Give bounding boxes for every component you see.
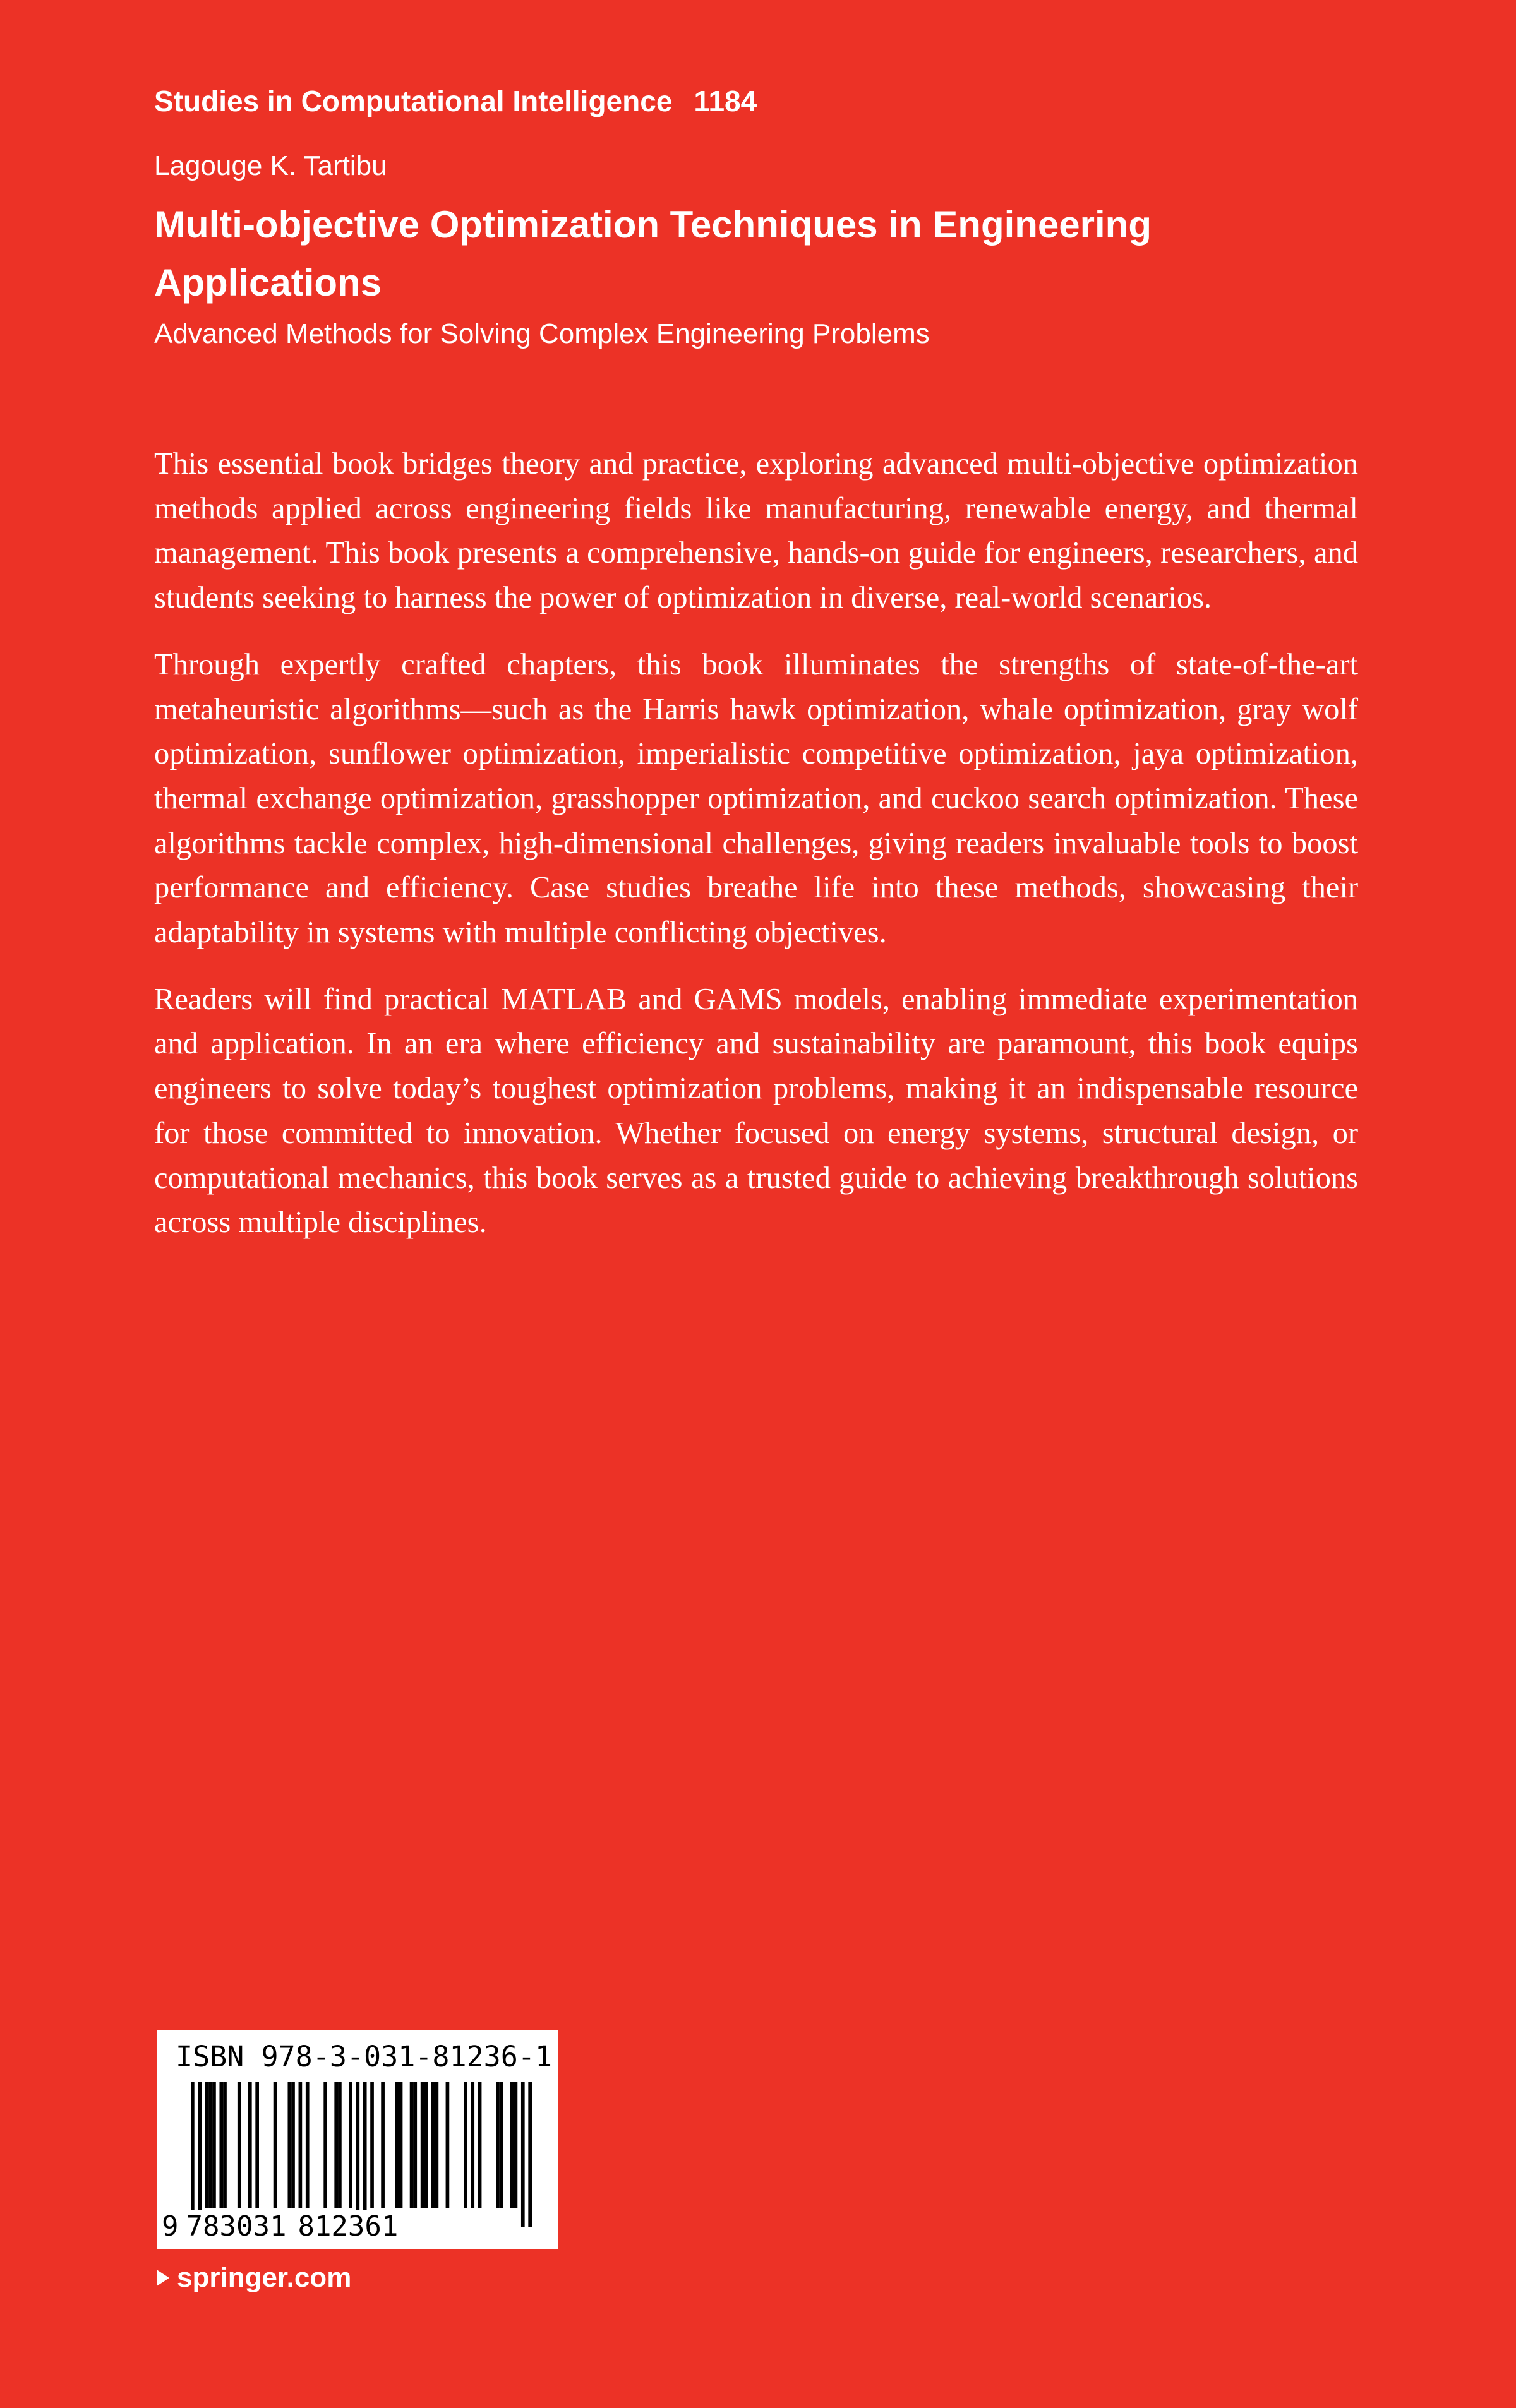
- blurb-paragraph: This essential book bridges theory and practice, exploring advanced multi-objective optimization methods applied across engineering fields like manufacturing, renewable energy, and thermal management. This book presents a comprehensive, hands-on guide for engineers, researchers, and students seeking to harness the power of optimization in diverse, real-world scenarios.: [154, 447, 1358, 615]
- barcode-bar: [471, 2082, 474, 2208]
- author-name: Lagouge K. Tartibu: [154, 150, 387, 181]
- isbn-label: ISBN 978-3-031-81236-1: [176, 2040, 553, 2073]
- series-name: Studies in Computational Intelligence: [154, 85, 673, 117]
- barcode-digit-group: 783031: [186, 2210, 287, 2243]
- barcode-bar: [248, 2082, 252, 2208]
- barcode-bar: [255, 2082, 259, 2208]
- barcode-digits: [162, 2210, 399, 2243]
- barcode-bar: [338, 2082, 342, 2208]
- series-volume: 1184: [694, 85, 757, 117]
- barcode-bar: [198, 2082, 202, 2227]
- barcode-bar: [306, 2082, 310, 2208]
- blurb: [154, 442, 1358, 1267]
- barcode-bar: [528, 2082, 532, 2227]
- barcode-bar: [500, 2082, 503, 2208]
- blurb-paragraph: Through expertly crafted chapters, this book illuminates the strengths of state-of-the-art metaheuristic algorithms—such as the Harris hawk optimization, whale optimization, gray wolf optimization, sunflower optimization, imperialistic competitive optimization, jaya optimization, thermal exchange optimization, grasshopper optimization, and cuckoo search optimization. These algorithms tackle complex, high-dimensional challenges, giving readers invaluable tools to boost performance and efficiency. Case studies breathe life into these methods, showcasing their adaptability in systems with multiple conflicting objectives.: [154, 647, 1358, 950]
- barcode-bar: [496, 2082, 500, 2208]
- triangle-right-icon: [157, 2270, 169, 2286]
- barcode-bar: [208, 2082, 212, 2208]
- barcode-digit-group: 812361: [298, 2210, 399, 2243]
- isbn-barcode: [157, 2030, 558, 2249]
- barcode-bar: [435, 2082, 439, 2208]
- barcode-bar: [274, 2082, 277, 2208]
- publisher-link[interactable]: [157, 2261, 351, 2295]
- barcode-bar: [356, 2082, 359, 2227]
- barcode-bar: [191, 2082, 195, 2227]
- barcode-bar: [287, 2082, 291, 2208]
- barcode-bar: [205, 2082, 209, 2208]
- barcode-digit-first: 9: [162, 2210, 179, 2243]
- barcode-bars: [191, 2082, 532, 2227]
- blurb-paragraph: Readers will find practical MATLAB and GAMS models, enabling immediate experimentation and application. In an era where efficiency and sustainability are paramount, this book equips engineers to solve today’s toughest optimization problems, making it an indispensable resource for those committed to innovation. Whether focused on energy systems, structural design, or computational mechanics, this book serves as a trusted guide to achieving breakthrough solutions across multiple disciplines.: [154, 982, 1358, 1240]
- barcode-bar: [510, 2082, 514, 2208]
- barcode-bar: [299, 2082, 303, 2208]
- barcode-bar: [446, 2082, 450, 2208]
- barcode-bar: [381, 2082, 385, 2208]
- barcode-bar: [223, 2082, 227, 2208]
- barcode-bar: [413, 2082, 417, 2208]
- barcode-bar: [521, 2082, 525, 2227]
- barcode-bar: [363, 2082, 367, 2227]
- publisher-url: springer.com: [177, 2262, 352, 2293]
- barcode-bar: [514, 2082, 518, 2208]
- barcode-bar: [478, 2082, 482, 2208]
- barcode-bar: [464, 2082, 467, 2208]
- barcode-bar: [399, 2082, 403, 2208]
- book-subtitle: Advanced Methods for Solving Complex Engineering Problems: [154, 318, 930, 349]
- barcode-bar: [431, 2082, 435, 2208]
- barcode-bar: [212, 2082, 216, 2208]
- barcode-bar: [349, 2082, 352, 2208]
- barcode-bar: [219, 2082, 223, 2208]
- barcode-bar: [424, 2082, 428, 2208]
- book-title: Multi-objective Optimization Techniques in Engineering Applications: [154, 203, 1152, 304]
- barcode-bar: [370, 2082, 374, 2208]
- barcode-bar: [395, 2082, 399, 2208]
- series-line: [154, 83, 757, 119]
- barcode-bar: [334, 2082, 338, 2208]
- barcode-bar: [421, 2082, 424, 2208]
- barcode-bar: [291, 2082, 295, 2208]
- barcode-bar: [323, 2082, 327, 2208]
- barcode-bar: [238, 2082, 241, 2208]
- barcode-bar: [410, 2082, 414, 2208]
